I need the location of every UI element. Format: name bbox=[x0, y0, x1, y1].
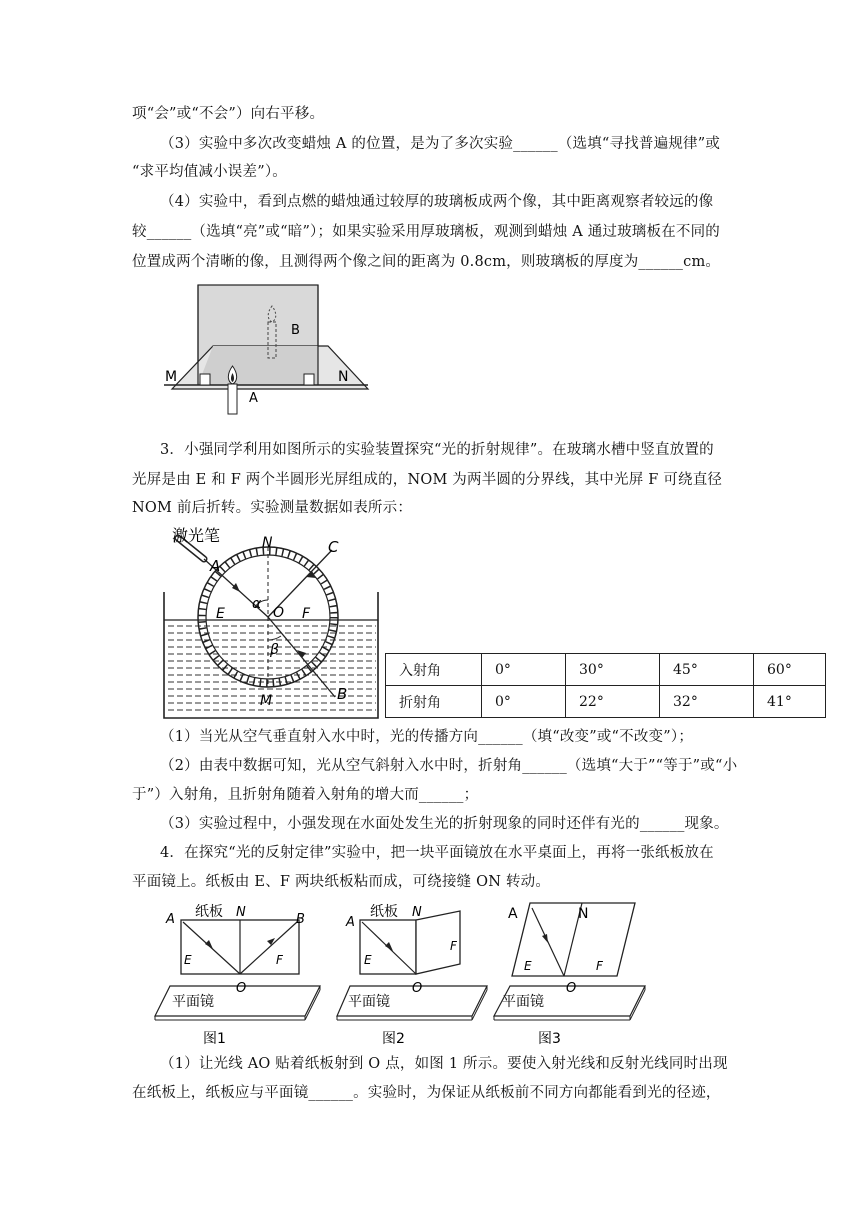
mirror-label: 平面镜 bbox=[348, 994, 390, 1010]
label-a: A bbox=[249, 391, 258, 406]
reflection-figure bbox=[150, 898, 650, 1048]
table-cell: 41° bbox=[754, 686, 826, 718]
text-line: 于”）入射角，且折射角随着入射角的增大而______； bbox=[132, 787, 479, 803]
table-cell: 45° bbox=[660, 654, 754, 686]
label-b: B bbox=[337, 685, 348, 703]
mirror-label: 平面镜 bbox=[502, 994, 544, 1010]
text-line: 3．小强同学利用如图所示的实验装置探究“光的折射规律”。在玻璃水槽中竖直放置的 bbox=[160, 442, 714, 458]
mirror-label: 平面镜 bbox=[172, 994, 214, 1010]
table-row bbox=[386, 654, 826, 686]
text-line: 项“会”或“不会”）向右平移。 bbox=[132, 106, 325, 122]
text-line: 平面镜上。纸板由 E、F 两块纸板粘而成，可绕接缝 ON 转动。 bbox=[132, 874, 551, 890]
label-o: O bbox=[273, 605, 285, 621]
table-cell: 30° bbox=[566, 654, 660, 686]
label-beta: β bbox=[270, 642, 279, 658]
table-cell: 入射角 bbox=[386, 654, 482, 686]
laser-pen-label: 激光笔 bbox=[172, 526, 221, 545]
board-label: 纸板 bbox=[370, 904, 398, 920]
label-o: O bbox=[412, 981, 423, 996]
text-line: （4）实验中，看到点燃的蜡烛通过较厚的玻璃板成两个像，其中距离观察者较远的像 bbox=[160, 194, 714, 210]
label-n: N bbox=[412, 905, 422, 920]
label-e: E bbox=[216, 606, 225, 622]
caption-fig2: 图2 bbox=[382, 1031, 405, 1047]
label-f: F bbox=[302, 606, 311, 622]
table-cell: 60° bbox=[754, 654, 826, 686]
table-cell: 0° bbox=[482, 654, 566, 686]
table-cell: 22° bbox=[566, 686, 660, 718]
table-cell: 32° bbox=[660, 686, 754, 718]
label-b: B bbox=[296, 912, 305, 927]
text-line: （3）实验中多次改变蜡烛 A 的位置，是为了多次实验______（选填“寻找普遍规律”或 bbox=[160, 136, 721, 152]
label-alpha: α bbox=[252, 596, 262, 612]
label-c: C bbox=[328, 538, 339, 556]
refraction-figure bbox=[160, 522, 382, 722]
label-e: E bbox=[524, 959, 532, 973]
table-cell: 折射角 bbox=[386, 686, 482, 718]
board-label: 纸板 bbox=[195, 904, 223, 920]
label-o: O bbox=[566, 981, 577, 996]
label-e: E bbox=[184, 953, 192, 967]
label-o: O bbox=[236, 981, 247, 996]
angle-data-table bbox=[385, 653, 826, 718]
label-n: N bbox=[338, 369, 349, 385]
label-a: A bbox=[166, 912, 175, 927]
text-line: （3）实验过程中，小强发现在水面处发生光的折射现象的同时还伴有光的______现象。 bbox=[160, 816, 729, 832]
text-line: 较______（选填“亮”或“暗”）；如果实验采用厚玻璃板，观测到蜡烛 A 通过玻璃板在不同的 bbox=[132, 224, 720, 240]
text-line: （1）当光从空气垂直射入水中时，光的传播方向______（填“改变”或“不改变”）； bbox=[160, 729, 694, 745]
candle-mirror-figure bbox=[160, 280, 380, 430]
label-a: A bbox=[508, 906, 518, 922]
text-line: （1）让光线 AO 贴着纸板射到 O 点，如图 1 所示。要使入射光线和反射光线同时出现 bbox=[160, 1056, 728, 1072]
caption-fig3: 图3 bbox=[538, 1031, 561, 1047]
text-line: NOM 前后折转。实验测量数据如表所示： bbox=[132, 500, 413, 516]
text-line: 在纸板上，纸板应与平面镜______。实验时，为保证从纸板前不同方向都能看到光的径迹， bbox=[132, 1085, 721, 1101]
label-f: F bbox=[276, 953, 283, 967]
text-line: “求平均值减小误差”）。 bbox=[132, 164, 287, 180]
label-n: N bbox=[236, 905, 246, 920]
text-line: （2）由表中数据可知，光从空气斜射入水中时，折射角______（选填“大于”“等于”或“小 bbox=[160, 758, 738, 774]
text-line: 4．在探究“光的反射定律”实验中，把一块平面镜放在水平桌面上，再将一张纸板放在 bbox=[160, 845, 714, 861]
label-f: F bbox=[596, 959, 603, 973]
table-row bbox=[386, 686, 826, 718]
label-n: N bbox=[262, 535, 273, 551]
text-line: 光屏是由 E 和 F 两个半圆形光屏组成的，NOM 为两半圆的分界线，其中光屏 F 可绕直径 bbox=[132, 472, 723, 488]
text-line: 位置成两个清晰的像，且测得两个像之间的距离为 0.8cm，则玻璃板的厚度为______cm。 bbox=[132, 254, 721, 270]
label-n: N bbox=[578, 906, 589, 922]
label-m: M bbox=[260, 693, 273, 709]
label-f: F bbox=[450, 939, 457, 953]
label-a: A bbox=[346, 915, 355, 930]
label-e: E bbox=[364, 953, 372, 967]
label-b: B bbox=[291, 323, 300, 338]
caption-fig1: 图1 bbox=[203, 1031, 226, 1047]
label-m: M bbox=[165, 369, 178, 385]
label-a: A bbox=[210, 557, 221, 575]
table-cell: 0° bbox=[482, 686, 566, 718]
